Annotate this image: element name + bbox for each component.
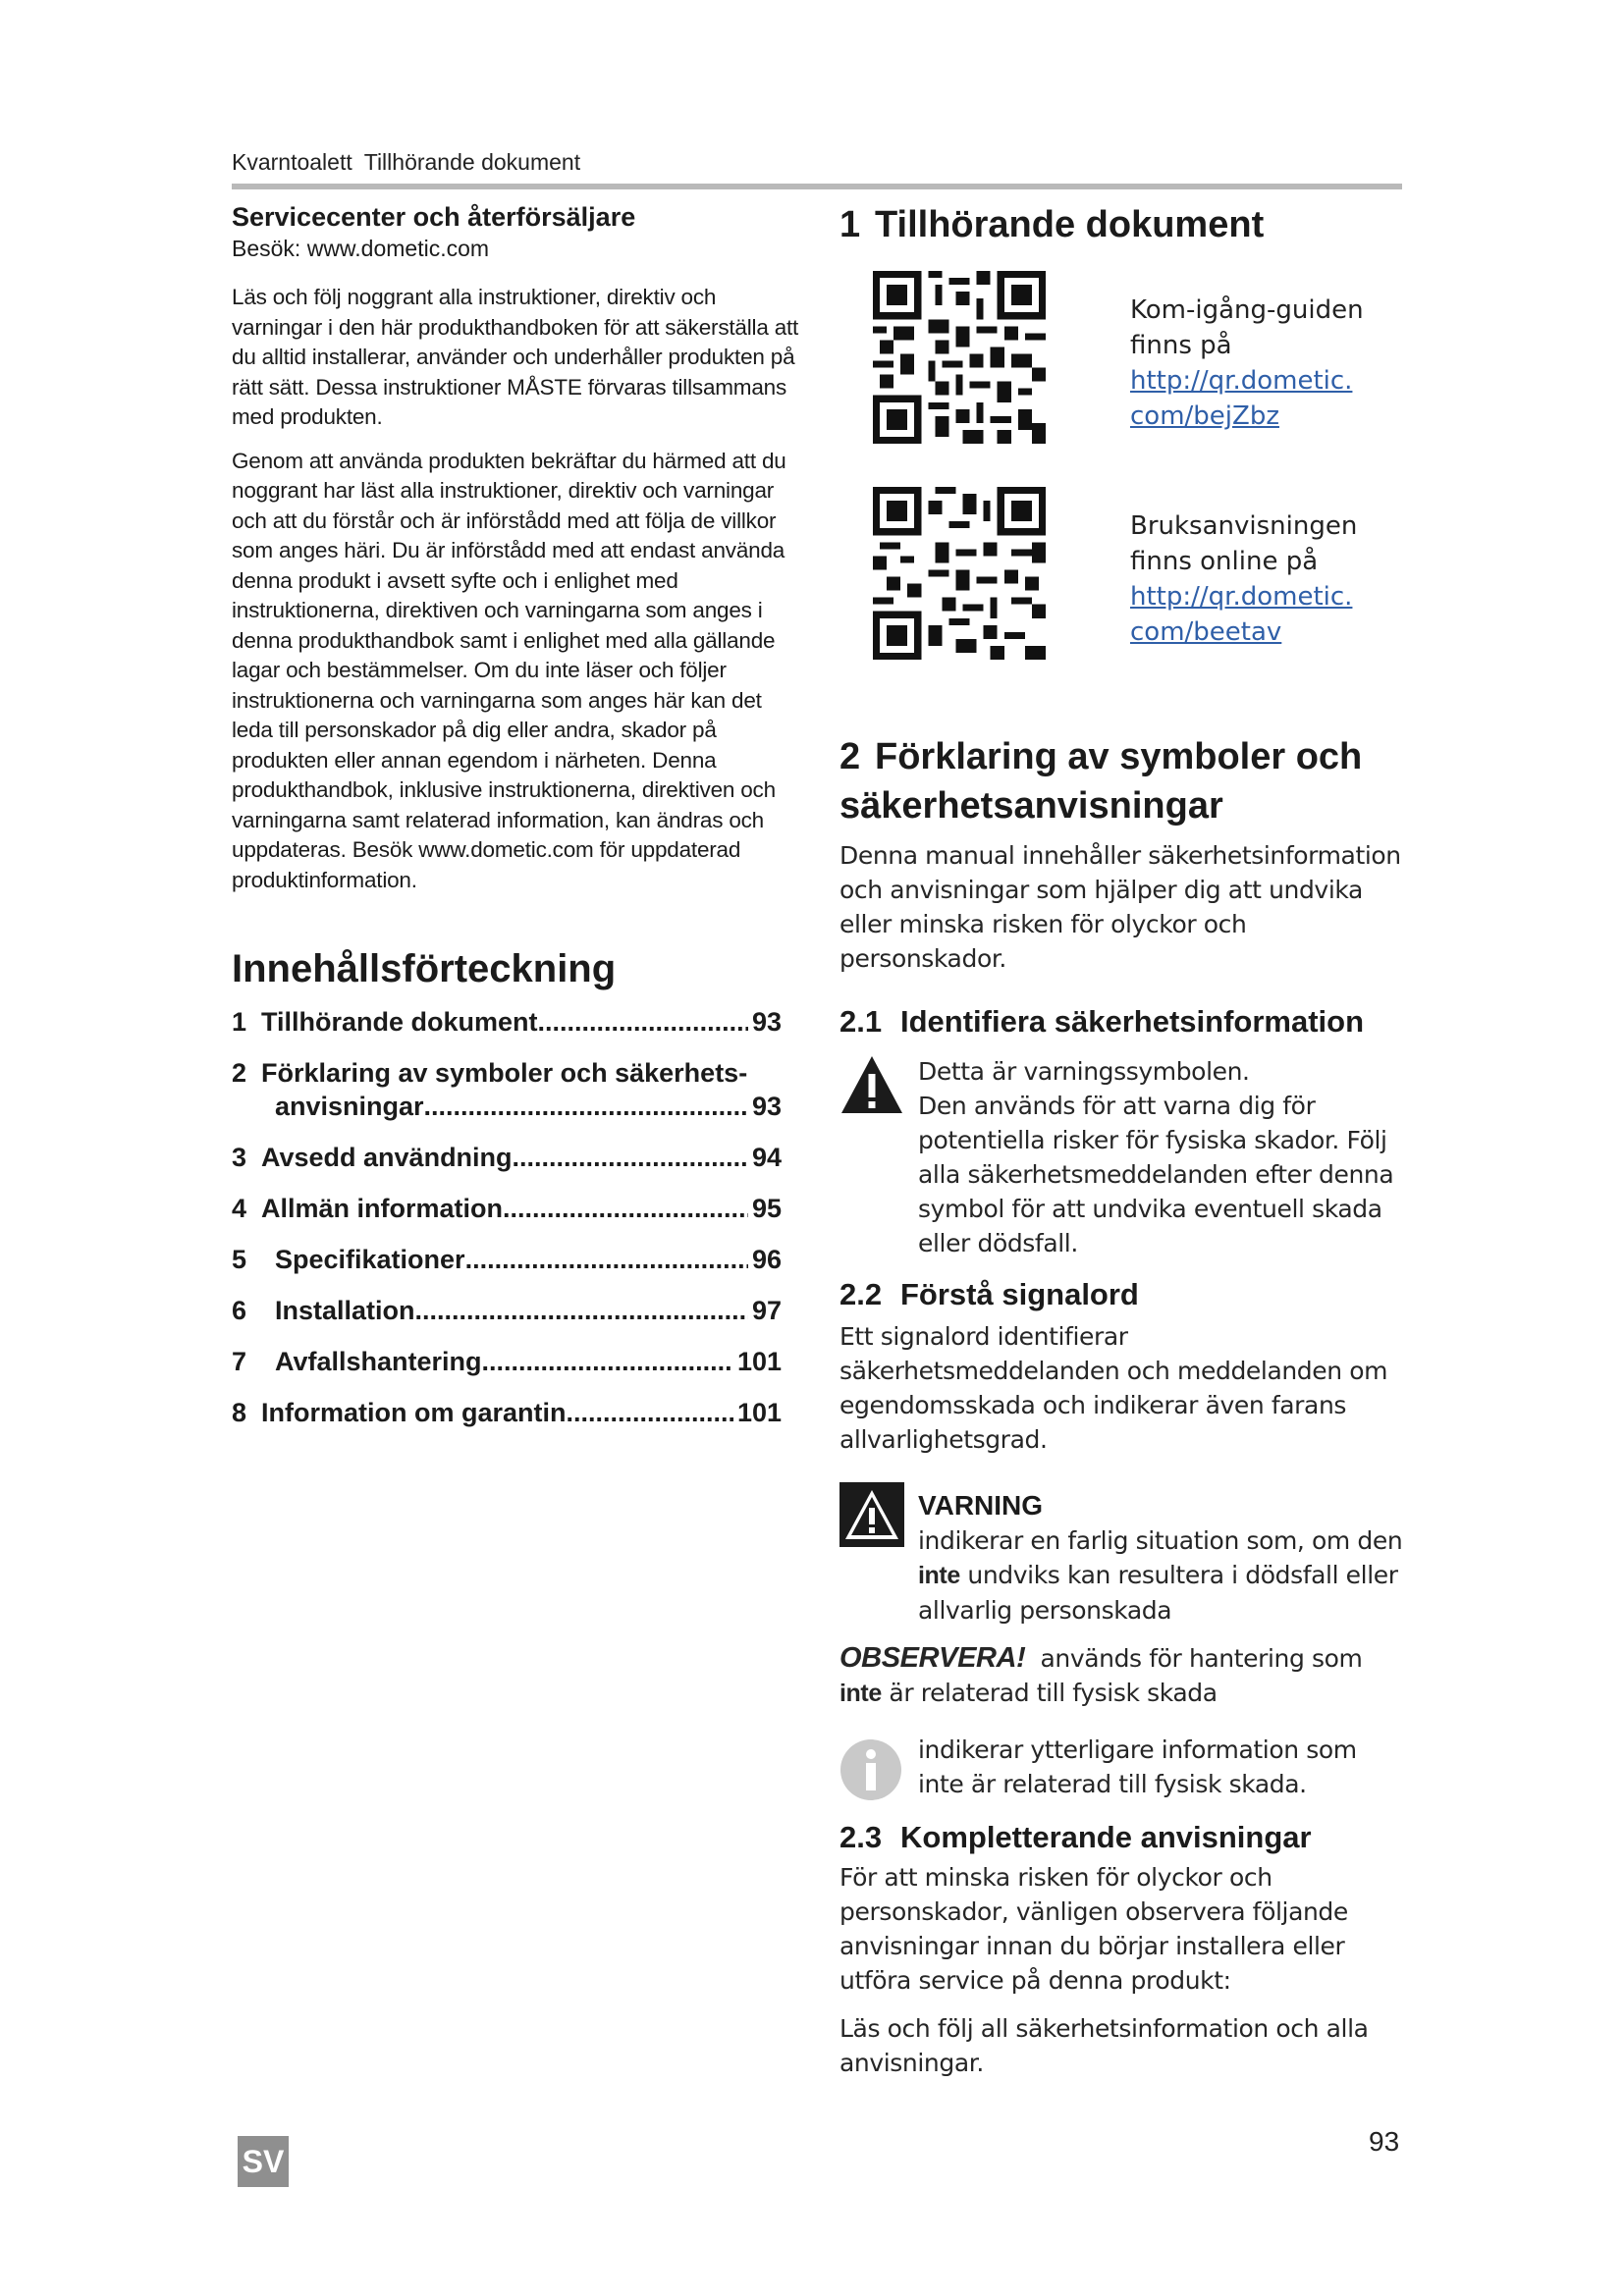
warning-triangle-icon <box>839 1054 904 1115</box>
section-2-3-paragraph-1: För att minska risken för olyckor och personskador, vänligen observera följande anvisningar innan du börjar installera eller utföra service på denna produkt: <box>839 1863 1348 1995</box>
info-icon <box>839 1738 902 1801</box>
varning-block <box>839 1482 1404 1628</box>
observera-text-a: används för hantering som <box>1040 1644 1363 1673</box>
section-title: Kompletterande anvisningar <box>900 1820 1312 1854</box>
toc-page: 93 <box>751 1007 782 1037</box>
section-2-3-heading <box>839 1817 1404 1858</box>
toc-entry-3[interactable] <box>232 1141 782 1174</box>
section-title: Förstå signalord <box>900 1277 1139 1311</box>
language-badge: SV <box>238 2136 289 2187</box>
varning-text <box>918 1523 1404 1628</box>
toc-page: 94 <box>751 1143 782 1172</box>
toc-entry-4[interactable] <box>232 1192 782 1225</box>
qr-manual <box>839 487 1404 703</box>
toc-num: 6 <box>232 1296 247 1325</box>
section-number: 1 <box>839 204 861 245</box>
qr-link-part-1[interactable]: http://qr.dometic. <box>1130 366 1353 396</box>
toc-entry-2[interactable] <box>232 1056 782 1123</box>
toc-text: Installation <box>275 1296 415 1325</box>
running-header <box>232 149 580 176</box>
section-title-cont: säkerhetsanvisningar <box>839 785 1223 827</box>
warning-symbol-line-2: Den används för att varna dig för potentiella risker för fysiska skador. Följ alla säkerhetsmeddelanden efter denna symbol för att undvika eventuell skada eller dödsfall. <box>918 1092 1394 1257</box>
toc-page: 101 <box>736 1398 782 1427</box>
qr-quickstart <box>839 271 1404 487</box>
section-1-heading <box>839 200 1404 249</box>
qr-line-1: Kom-igång-guiden <box>1130 295 1364 325</box>
section-number: 2 <box>839 736 861 777</box>
section-number: 2.1 <box>839 1004 883 1039</box>
toc-page: 101 <box>736 1347 782 1376</box>
section-2-2-paragraph: Ett signalord identifierar säkerhetsmeddelanden och meddelanden om egendomsskada och indikerar även farans allvarlighetsgrad. <box>839 1322 1388 1454</box>
section-title: Identifiera säkerhetsinformation <box>900 1004 1365 1039</box>
toc-page: 95 <box>751 1194 782 1223</box>
section-title: Förklaring av symboler och <box>875 736 1363 777</box>
toc-page: 96 <box>751 1245 782 1274</box>
right-column <box>839 200 1404 2080</box>
header-product: Kvarntoalett <box>232 149 352 175</box>
varning-label: VARNING <box>918 1490 1044 1521</box>
warning-symbol-block <box>839 1054 1404 1260</box>
varning-text-b: undviks kan resultera i dödsfall eller allvarlig personskada <box>918 1561 1398 1625</box>
qr-code-icon <box>873 487 1046 660</box>
toc-num: 7 <box>232 1347 247 1376</box>
toc-num: 1 <box>232 1007 247 1037</box>
toc-text: Förklaring av symboler och säkerhets- <box>261 1058 748 1088</box>
qr-line-1: Bruksanvisningen <box>1130 511 1358 541</box>
toc-num: 5 <box>232 1245 247 1274</box>
section-2-heading <box>839 732 1404 830</box>
toc-entry-5[interactable] <box>232 1243 782 1276</box>
toc-entry-1[interactable] <box>232 1005 782 1039</box>
qr-code-icon <box>873 271 1046 444</box>
toc-num: 8 <box>232 1398 247 1427</box>
qr-line-2: finns på <box>1130 331 1232 360</box>
page-number: 93 <box>1369 2126 1400 2157</box>
toc-text: Avsedd användning <box>261 1143 513 1172</box>
toc-text: Specifikationer <box>275 1245 465 1274</box>
header-section: Tillhörande dokument <box>363 149 581 175</box>
observera-emphasis: inte <box>839 1680 882 1707</box>
service-title: Servicecenter och återförsäljare <box>232 202 636 232</box>
toc-title: Innehållsförteckning <box>232 947 617 990</box>
qr-link-part-1[interactable]: http://qr.dometic. <box>1130 582 1353 612</box>
toc-page: 97 <box>751 1296 782 1325</box>
toc-entry-7[interactable] <box>232 1345 782 1378</box>
warning-box-icon <box>839 1482 904 1547</box>
toc-text: Information om garantin <box>261 1398 567 1427</box>
toc-text: Allmän information <box>261 1194 504 1223</box>
varning-text-a: indikerar en farlig situation som, om den <box>918 1526 1403 1555</box>
header-rule <box>232 184 1402 189</box>
section-number: 2.3 <box>839 1820 883 1854</box>
service-visit: Besök: www.dometic.com <box>232 236 490 261</box>
intro-paragraph-1: Läs och följ noggrant alla instruktioner, direktiv och varningar i den här produkthandboken för att säkerställa att du alltid installerar, använder och underhåller produkten på rätt sätt. Dessa instruktioner MÅSTE förvaras tillsammans med produkten. <box>232 285 799 429</box>
toc-text: Tillhörande dokument <box>261 1007 538 1037</box>
qr-manual-text <box>1130 508 1357 650</box>
info-block <box>839 1733 1404 1801</box>
toc-text-cont: anvisningar <box>275 1092 424 1121</box>
observera-block <box>839 1641 1404 1711</box>
qr-link-part-2[interactable]: com/bejZbz <box>1130 401 1279 431</box>
varning-emphasis: inte <box>918 1562 960 1589</box>
section-2-1-heading <box>839 1001 1404 1042</box>
toc-entry-6[interactable] <box>232 1294 782 1327</box>
intro-paragraph-2: Genom att använda produkten bekräftar du härmed att du noggrant har läst alla instruktioner, direktiv och varningar och att du förstår och är införstådd med att följa de villkor som anges häri. Du är införstådd med att endast använda denna produkt i avsett syfte och i enlighet med instruktionerna, direktiven och varningarna som anges i denna produkthandbok samt i enlighet med alla gällande lagar och bestämmelser. Om du inte läser och följer instruktionerna och varningarna som anges här kan det leda till personskador på dig eller andra, skador på produkten eller annan egendom i närheten. Denna produkthandbok, inklusive instruktionerna, direktiven och varningarna samt relaterad information, kan ändras och uppdateras. Besök www.dometic.com för uppdaterad produktinformation. <box>232 448 786 892</box>
toc-num: 2 <box>232 1058 247 1088</box>
section-2-3-paragraph-2: Läs och följ all säkerhetsinformation och alla anvisningar. <box>839 2014 1369 2077</box>
qr-link-part-2[interactable]: com/beetav <box>1130 617 1282 647</box>
toc-num: 4 <box>232 1194 247 1223</box>
section-2-2-heading <box>839 1274 1404 1315</box>
observera-text-b: är relaterad till fysisk skada <box>889 1679 1218 1707</box>
qr-line-2: finns online på <box>1130 547 1319 576</box>
warning-symbol-line-1: Detta är varningssymbolen. <box>918 1057 1250 1086</box>
toc-text: Avfallshantering <box>275 1347 482 1376</box>
toc-num: 3 <box>232 1143 247 1172</box>
toc-page: 93 <box>751 1092 782 1121</box>
toc-entry-8[interactable] <box>232 1396 782 1429</box>
section-2-paragraph: Denna manual innehåller säkerhetsinformation och anvisningar som hjälper dig att undvika eller minska risken för olyckor och personskador. <box>839 841 1401 973</box>
observera-label: OBSERVERA! <box>839 1642 1026 1674</box>
table-of-contents <box>232 1005 782 1429</box>
section-title: Tillhörande dokument <box>875 204 1265 245</box>
left-column <box>232 200 801 1447</box>
section-number: 2.2 <box>839 1277 883 1311</box>
qr-quickstart-text <box>1130 293 1364 434</box>
info-text: indikerar ytterligare information som inte är relaterad till fysisk skada. <box>918 1735 1357 1798</box>
